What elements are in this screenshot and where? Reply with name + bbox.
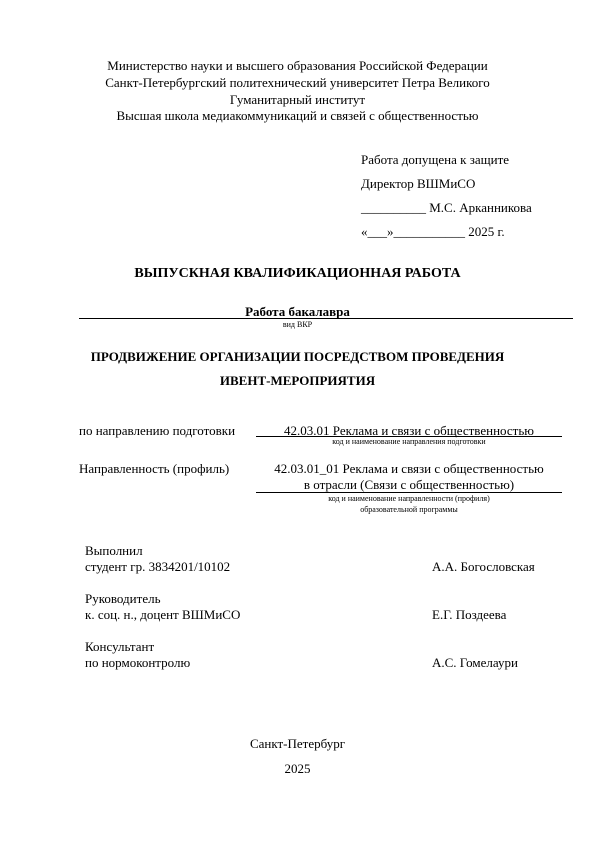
direction-value: 42.03.01 Реклама и связи с общественностью <box>284 423 534 438</box>
work-kind-caption: вид ВКР <box>282 320 313 329</box>
profile-label: Направленность (профиль) <box>79 461 230 476</box>
topic-line-2: ИВЕНТ-МЕРОПРИЯТИЯ <box>219 373 376 388</box>
student-group: студент гр. 3834201/10102 <box>85 559 231 574</box>
document-type-title: ВЫПУСКНАЯ КВАЛИФИКАЦИОННАЯ РАБОТА <box>134 266 461 281</box>
direction-label: по направлению подготовки <box>79 423 236 438</box>
profile-caption-line-1: код и наименование направленности (профиля) <box>328 494 490 503</box>
consultant-role: Консультант <box>85 639 155 654</box>
school-line: Высшая школа медиакоммуникаций и связей с общественностью <box>116 108 479 123</box>
supervisor-name: Е.Г. Поздеева <box>432 607 507 622</box>
profile-value-line-1: 42.03.01_01 Реклама и связи с общественностью <box>274 461 544 476</box>
approval-admitted: Работа допущена к защите <box>361 152 510 167</box>
work-kind-value: Работа бакалавра <box>245 304 350 319</box>
supervisor-role: Руководитель <box>85 591 161 606</box>
profile-underline <box>256 492 562 493</box>
university-line: Санкт-Петербургский политехнический университет Петра Великого <box>105 75 490 90</box>
student-name: А.А. Богословская <box>432 559 535 574</box>
approval-date: «___»___________ 2025 г. <box>361 224 505 239</box>
year: 2025 <box>284 761 311 776</box>
consultant-name: А.С. Гомелаури <box>432 655 518 670</box>
ministry-line: Министерство науки и высшего образования Российской Федерации <box>107 58 488 73</box>
approval-director: Директор ВШМиСО <box>361 176 476 191</box>
city: Санкт-Петербург <box>249 736 346 751</box>
profile-caption-line-2: образовательной программы <box>360 505 458 514</box>
profile-value-line-2: в отрасли (Связи с общественностью) <box>303 477 515 492</box>
approval-signature: __________ М.С. Арканникова <box>361 200 532 215</box>
work-kind-underline <box>79 318 573 319</box>
student-role: Выполнил <box>85 543 143 558</box>
topic-line-1: ПРОДВИЖЕНИЕ ОРГАНИЗАЦИИ ПОСРЕДСТВОМ ПРОВЕДЕНИЯ <box>90 349 505 364</box>
consultant-area: по нормоконтролю <box>85 655 191 670</box>
supervisor-position: к. соц. н., доцент ВШМиСО <box>85 607 241 622</box>
direction-caption: код и наименование направления подготовки <box>332 437 486 446</box>
institute-line: Гуманитарный институт <box>229 92 366 107</box>
